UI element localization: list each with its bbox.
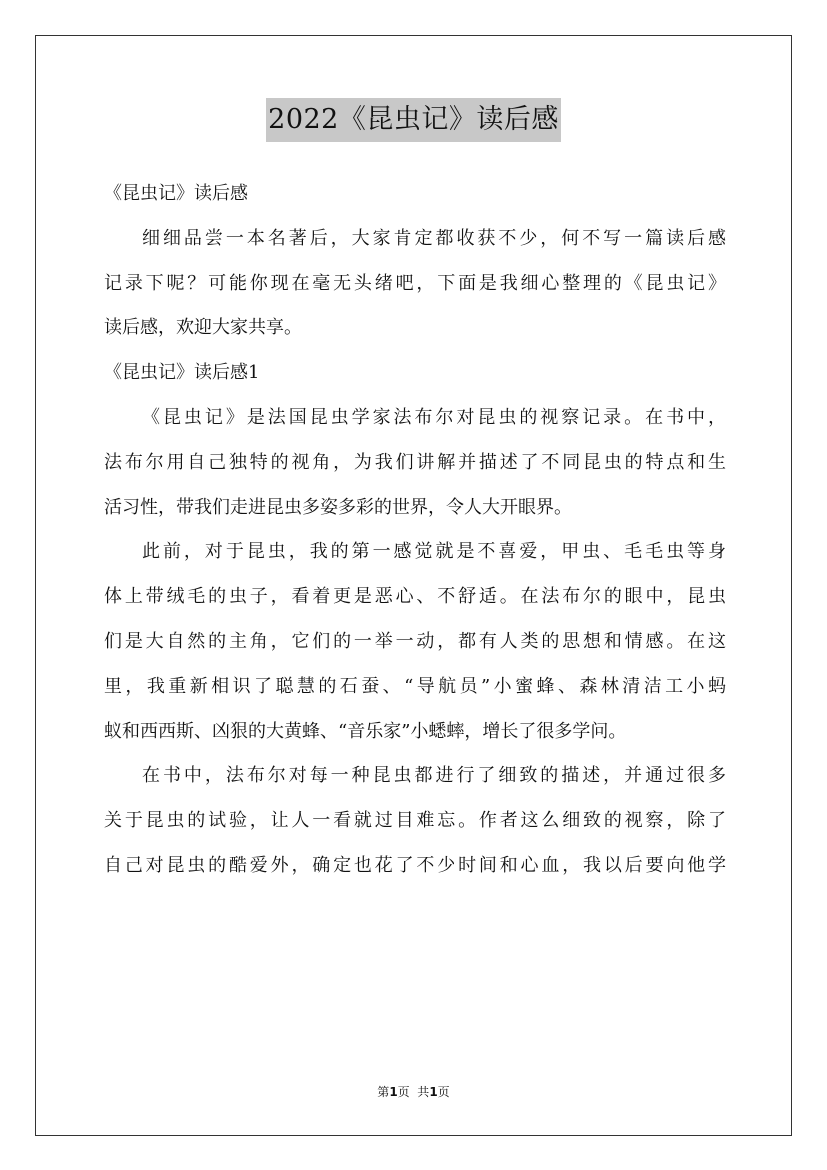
section-heading: 《昆虫记》读后感1 xyxy=(104,362,260,384)
paragraph-line: 们是大自然的主角，它们的一举一动，都有人类的思想和情感。在这 xyxy=(104,630,726,652)
paragraph-line: 里，我重新相识了聪慧的石蚕、“导航员”小蜜蜂、森林清洁工小蚂 xyxy=(104,675,726,697)
footer-middle: 页 共 xyxy=(397,1085,430,1099)
footer-prefix: 第 xyxy=(377,1085,390,1099)
document-body xyxy=(104,172,726,889)
paragraph-line: 细细品尝一本名著后，大家肯定都收获不少，何不写一篇读后感 xyxy=(142,227,726,249)
paragraph-line: 活习性，带我们走进昆虫多姿多彩的世界，令人大开眼界。 xyxy=(104,496,572,518)
paragraph-line: 《昆虫记》是法国昆虫学家法布尔对昆虫的视察记录。在书中， xyxy=(142,406,726,428)
title-container xyxy=(0,98,827,142)
paragraph-line: 法布尔用自己独特的视角，为我们讲解并描述了不同昆虫的特点和生 xyxy=(104,451,726,473)
paragraph-line: 自己对昆虫的酷爱外，确定也花了不少时间和心血，我以后要向他学 xyxy=(104,854,726,876)
footer-page-number: 1 xyxy=(389,1085,398,1099)
paragraph-line: 此前，对于昆虫，我的第一感觉就是不喜爱，甲虫、毛毛虫等身 xyxy=(142,541,726,563)
paragraph-line: 记录下呢？可能你现在毫无头绪吧，下面是我细心整理的《昆虫记》 xyxy=(104,272,726,294)
section-heading: 《昆虫记》读后感 xyxy=(104,183,248,204)
paragraph-line: 读后感，欢迎大家共享。 xyxy=(104,317,302,339)
paragraph-line: 体上带绒毛的虫子，看着更是恶心、不舒适。在法布尔的眼中，昆虫 xyxy=(104,586,726,608)
paragraph-line: 在书中，法布尔对每一种昆虫都进行了细致的描述，并通过很多 xyxy=(142,765,726,787)
paragraph-line: 关于昆虫的试验，让人一看就过目难忘。作者这么细致的视察，除了 xyxy=(104,810,726,832)
footer-total-pages: 1 xyxy=(429,1085,438,1099)
footer-suffix: 页 xyxy=(437,1085,450,1099)
paragraph-line: 蚁和西西斯、凶狠的大黄蜂、“音乐家”小蟋蟀，增长了很多学问。 xyxy=(104,720,627,742)
document-title: 2022《昆虫记》读后感 xyxy=(266,98,561,142)
page-footer xyxy=(0,1083,827,1100)
